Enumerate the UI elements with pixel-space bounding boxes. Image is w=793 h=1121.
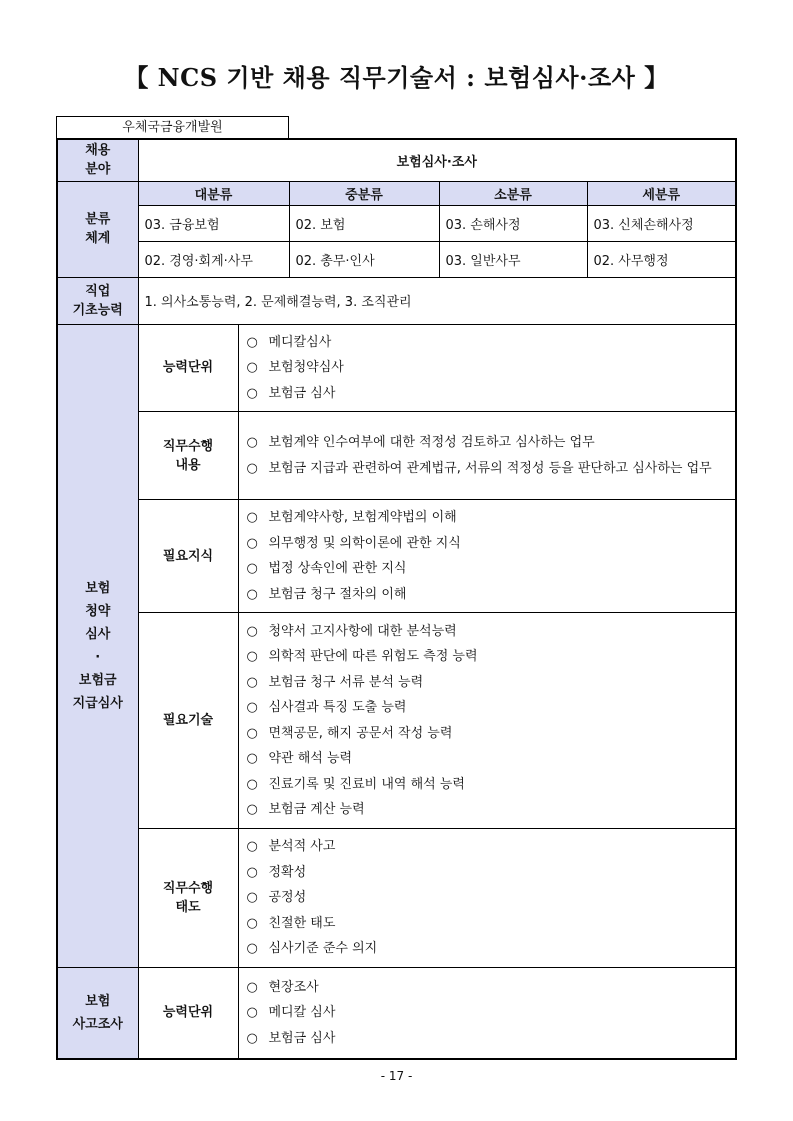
- row-label: 능력단위: [138, 967, 238, 1059]
- job-description-table: [56, 138, 737, 1060]
- class-cell: 02. 보험: [289, 205, 439, 241]
- class-cell: 02. 총무·인사: [289, 241, 439, 277]
- list-item-text: 보험계약 인수여부에 대한 적정성 검토하고 심사하는 업무: [268, 435, 595, 450]
- header-detail: 세분류: [587, 181, 736, 205]
- item-list: [239, 829, 736, 967]
- circle-bullet-icon: ○: [246, 839, 258, 854]
- classification-row: [57, 205, 736, 241]
- list-item: [247, 975, 730, 1001]
- item-list: [239, 614, 736, 828]
- list-item-text: 심사기준 준수 의지: [268, 941, 378, 956]
- circle-bullet-icon: ○: [246, 535, 258, 551]
- classification-label: 분류 체계: [57, 181, 138, 277]
- list-item: [247, 746, 730, 772]
- list-item-text: 법정 상속인에 관한 지식: [268, 561, 407, 576]
- basic-skills-value: 1. 의사소통능력, 2. 문제해결능력, 3. 조직관리: [138, 277, 736, 324]
- circle-bullet-icon: ○: [246, 979, 258, 995]
- classification-row: [57, 241, 736, 277]
- list-item: [247, 582, 730, 608]
- row-label: 능력단위: [138, 324, 238, 412]
- list-item: [247, 797, 730, 823]
- recruit-field-label: 채용 분야: [57, 139, 138, 181]
- row-label: 필요지식: [138, 500, 238, 613]
- list-item: [247, 911, 730, 937]
- header-major: 대분류: [138, 181, 289, 205]
- list-item: [247, 670, 730, 696]
- list-item: [247, 456, 730, 482]
- page-title: 【 NCS 기반 채용 직무기술서 : 보험심사·조사 】: [124, 63, 669, 92]
- header-minor: 소분류: [439, 181, 587, 205]
- list-item-text: 의무행정 및 의학이론에 관한 지식: [268, 535, 461, 551]
- circle-bullet-icon: ○: [246, 890, 258, 905]
- list-item-text: 약관 해석 능력: [268, 751, 353, 766]
- list-item: [247, 1026, 730, 1052]
- circle-bullet-icon: ○: [246, 460, 258, 476]
- page-number: - 17 -: [380, 1069, 413, 1083]
- list-item: [247, 531, 730, 557]
- circle-bullet-icon: ○: [246, 725, 258, 741]
- item-list: [239, 425, 736, 486]
- circle-bullet-icon: ○: [246, 864, 258, 880]
- list-item: [247, 619, 730, 645]
- list-item-text: 보험청약심사: [268, 360, 344, 375]
- item-list: [239, 500, 736, 612]
- list-item: [247, 355, 730, 381]
- list-item: [247, 772, 730, 798]
- organization-name: 우체국금융개발원: [56, 116, 289, 138]
- class-cell: 02. 경영·회계·사무: [138, 241, 289, 277]
- list-item: [247, 834, 730, 860]
- circle-bullet-icon: ○: [246, 674, 258, 690]
- circle-bullet-icon: ○: [246, 1030, 258, 1046]
- circle-bullet-icon: ○: [246, 510, 258, 525]
- list-item-text: 공정성: [268, 890, 307, 905]
- item-list: [239, 325, 736, 412]
- basic-skills-label: 직업 기초능력: [57, 277, 138, 324]
- list-item-text: 보험금 심사: [268, 385, 336, 401]
- list-item-text: 보험계약사항, 보험계약법의 이해: [268, 510, 457, 525]
- list-item-text: 보험금 지급과 관련하여 관계법규, 서류의 적정성 등을 판단하고 심사하는 업무: [268, 460, 712, 476]
- circle-bullet-icon: ○: [246, 334, 258, 350]
- competency-row: [57, 324, 736, 412]
- list-item-text: 의학적 판단에 따른 위험도 측정 능력: [268, 649, 478, 664]
- class-cell: 02. 사무행정: [587, 241, 736, 277]
- list-item-text: 청약서 고지사항에 대한 분석능력: [268, 623, 457, 639]
- circle-bullet-icon: ○: [246, 700, 258, 715]
- row-label: 직무수행 내용: [138, 412, 238, 500]
- list-item: [247, 721, 730, 747]
- list-item: [247, 330, 730, 356]
- list-item: [247, 885, 730, 911]
- list-item-text: 정확성: [268, 864, 307, 880]
- accident-investigation-row: [57, 967, 736, 1059]
- list-item-text: 메디칼 심사: [268, 1005, 336, 1020]
- circle-bullet-icon: ○: [246, 586, 258, 602]
- circle-bullet-icon: ○: [246, 385, 258, 401]
- list-item-text: 진료기록 및 진료비 내역 해석 능력: [268, 776, 465, 792]
- basic-skills-row: [57, 277, 736, 324]
- list-item-text: 보험금 계산 능력: [268, 802, 365, 817]
- list-item: [247, 1000, 730, 1026]
- circle-bullet-icon: ○: [246, 435, 258, 450]
- circle-bullet-icon: ○: [246, 649, 258, 664]
- recruit-field-value: 보험심사·조사: [138, 139, 736, 181]
- item-list: [239, 970, 736, 1057]
- list-item-text: 친절한 태도: [268, 915, 336, 931]
- skills-row: [57, 613, 736, 829]
- list-item-text: 보험금 청구 절차의 이해: [268, 586, 407, 602]
- list-item: [247, 936, 730, 962]
- section1-label: 보험 청약 심사 · 보험금 지급심사: [57, 324, 138, 967]
- list-item: [247, 381, 730, 407]
- circle-bullet-icon: ○: [246, 915, 258, 931]
- circle-bullet-icon: ○: [246, 561, 258, 576]
- circle-bullet-icon: ○: [246, 751, 258, 766]
- list-item: [247, 505, 730, 531]
- class-cell: 03. 금융보험: [138, 205, 289, 241]
- list-item-text: 면책공문, 해지 공문서 작성 능력: [268, 725, 453, 741]
- list-item-text: 보험금 청구 서류 분석 능력: [268, 674, 424, 690]
- list-item-text: 메디칼심사: [268, 334, 332, 350]
- circle-bullet-icon: ○: [246, 623, 258, 639]
- attitude-row: [57, 829, 736, 968]
- list-item-text: 심사결과 특징 도출 능력: [268, 700, 407, 715]
- list-item: [247, 556, 730, 582]
- list-item: [247, 644, 730, 670]
- header-middle: 중분류: [289, 181, 439, 205]
- class-cell: 03. 신체손해사정: [587, 205, 736, 241]
- class-cell: 03. 손해사정: [439, 205, 587, 241]
- knowledge-row: [57, 500, 736, 613]
- section2-label: 보험 사고조사: [57, 967, 138, 1059]
- list-item-text: 현장조사: [268, 979, 319, 995]
- row-label: 필요기술: [138, 613, 238, 829]
- circle-bullet-icon: ○: [246, 360, 258, 375]
- list-item: [247, 430, 730, 456]
- list-item: [247, 695, 730, 721]
- list-item-text: 보험금 심사: [268, 1030, 336, 1046]
- circle-bullet-icon: ○: [246, 776, 258, 792]
- recruit-field-row: [57, 139, 736, 181]
- circle-bullet-icon: ○: [246, 1005, 258, 1020]
- list-item: [247, 860, 730, 886]
- circle-bullet-icon: ○: [246, 802, 258, 817]
- list-item-text: 분석적 사고: [268, 839, 336, 854]
- duty-content-row: [57, 412, 736, 500]
- class-cell: 03. 일반사무: [439, 241, 587, 277]
- circle-bullet-icon: ○: [246, 941, 258, 956]
- row-label: 직무수행 태도: [138, 829, 238, 968]
- classification-header-row: [57, 181, 736, 205]
